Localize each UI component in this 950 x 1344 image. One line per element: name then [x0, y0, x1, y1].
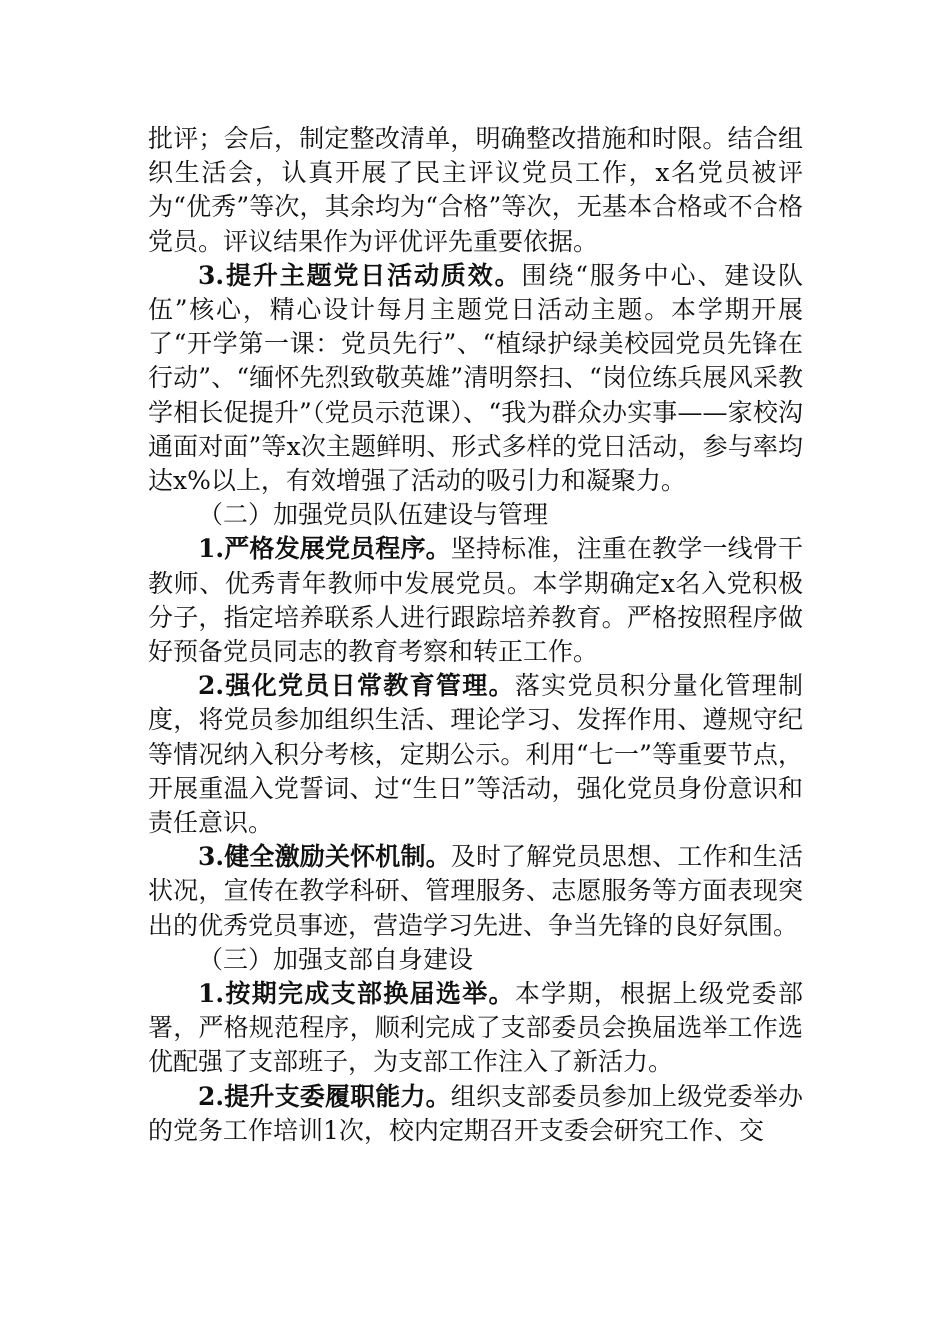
- paragraph-lead: 3.健全激励关怀机制。: [198, 842, 451, 872]
- paragraph-committee-capacity: [148, 1080, 803, 1148]
- paragraph-daily-management: [148, 669, 803, 840]
- section-heading-branch-building: （三）加强支部自身建设: [198, 944, 474, 974]
- paragraph-lead: 3.提升主题党日活动质效。: [198, 260, 522, 290]
- paragraph-lead: 2.提升支委履职能力。: [198, 1081, 451, 1111]
- section-heading-member-team: （二）加强党员队伍建设与管理: [198, 500, 549, 530]
- paragraph-body: 围绕“服务中心、建设队伍”核心，精心设计每月主题党日活动主题。本学期开展了“开学第一课：党员先行”、“植绿护绿美校园党员先锋在行动”、“缅怀先烈致敬英雄”清明祭扫、“岗位练兵展风采教学相长促提升”（党员示范课）、“我为群众办实事——家校沟通面对面”等x次主题鲜明、形式多样的党日活动，参与率均达x%以上，有效增强了活动的吸引力和凝聚力。: [148, 260, 803, 496]
- paragraph-body: 落实党员积分量化管理制度，将党员参加组织生活、理论学习、发挥作用、遵规守纪等情况纳入积分考核，定期公示。利用“七一”等重要节点，开展重温入党誓词、过“生日”等活动，强化党员身份意识和责任意识。: [148, 671, 803, 838]
- paragraph-member-development: [148, 532, 803, 669]
- paragraph-continuation: [148, 122, 803, 259]
- paragraph-incentive-care: [148, 840, 803, 943]
- paragraph-body: 本学期，根据上级党委部署，严格规范程序，顺利完成了支部委员会换届选举工作选优配强了支部班子，为支部工作注入了新活力。: [148, 979, 803, 1077]
- paragraph-lead: 2.强化党员日常教育管理。: [198, 671, 515, 701]
- document-page: [148, 122, 803, 1148]
- paragraph-lead: 1.按期完成支部换届选举。: [198, 979, 515, 1009]
- paragraph-body: 批评；会后，制定整改清单，明确整改措施和时限。结合组织生活会，认真开展了民主评议党员工作，x名党员被评为“优秀”等次，其余均为“合格”等次，无基本合格或不合格党员。评议结果作为评优评先重要依据。: [148, 124, 803, 256]
- paragraph-body: 组织支部委员参加上级党委举办的党务工作培训1次，校内定期召开支委会研究工作、交: [148, 1081, 803, 1145]
- paragraph-theme-party-day: [148, 259, 803, 498]
- paragraph-branch-election: [148, 977, 803, 1080]
- paragraph-body: 及时了解党员思想、工作和生活状况，宣传在教学科研、管理服务、志愿服务等方面表现突出的优秀党员事迹，营造学习先进、争当先锋的良好氛围。: [148, 842, 803, 940]
- paragraph-body: 坚持标准，注重在教学一线骨干教师、优秀青年教师中发展党员。本学期确定x名入党积极分子，指定培养联系人进行跟踪培养教育。严格按照程序做好预备党员同志的教育考察和转正工作。: [148, 534, 803, 667]
- paragraph-lead: 1.严格发展党员程序。: [198, 534, 451, 564]
